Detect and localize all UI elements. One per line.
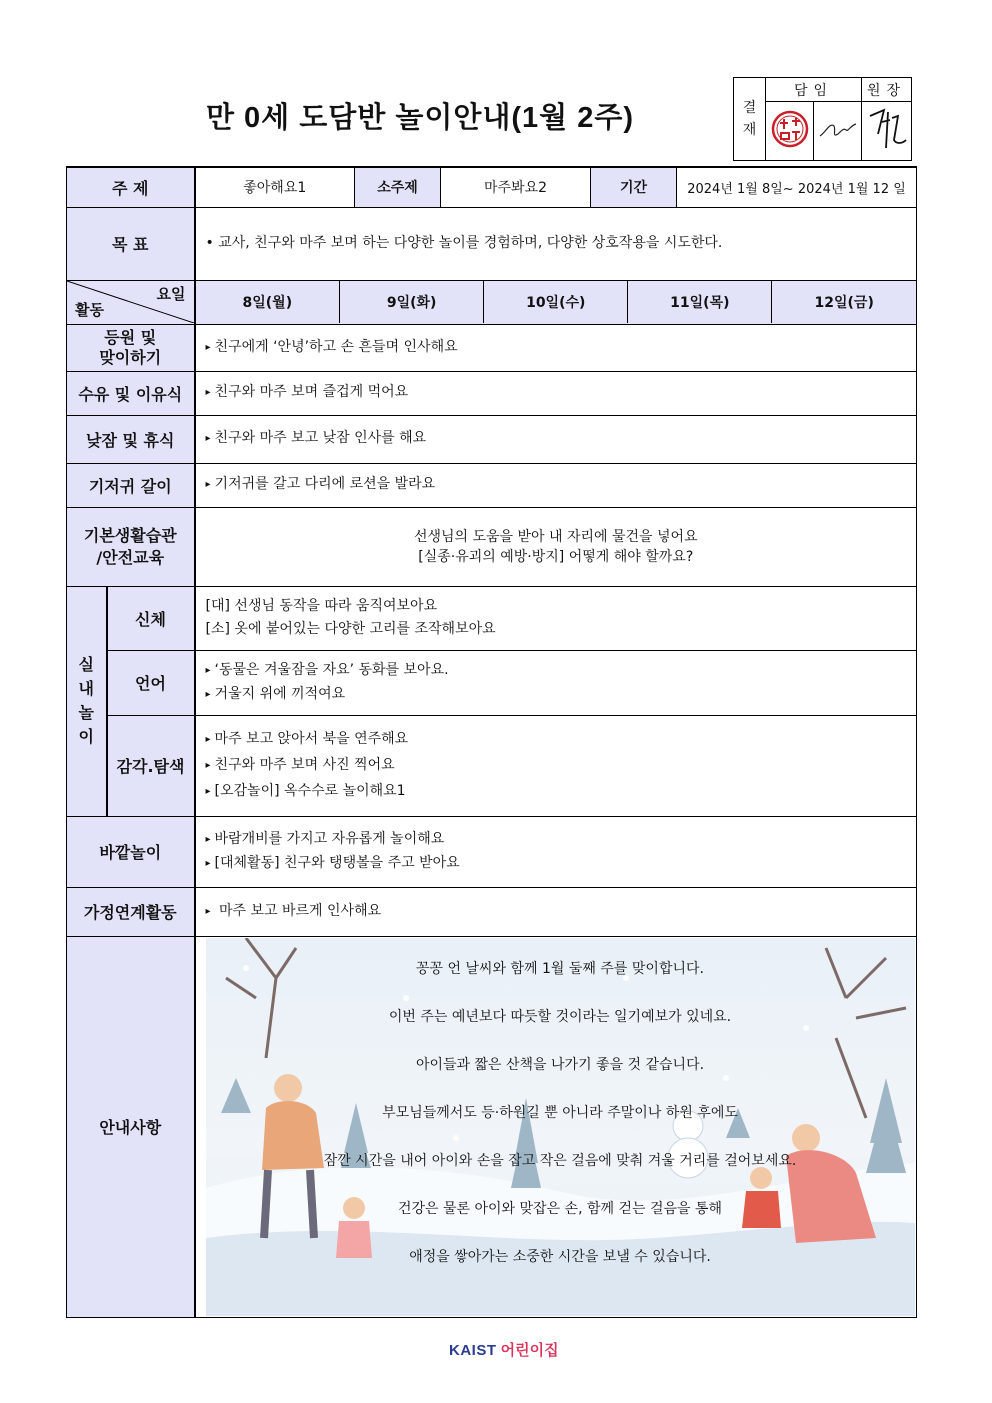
goal-text: • 교사, 친구와 마주 보며 하는 다양한 놀이를 경험하며, 다양한 상호작용을 시도한다. xyxy=(195,207,917,280)
winter-scene xyxy=(206,938,915,1316)
day-wed: 10일(수) xyxy=(484,281,628,323)
meal-row xyxy=(67,371,917,415)
theme-label: 주 제 xyxy=(67,167,195,207)
subtheme-value: 마주봐요2 xyxy=(441,167,591,207)
indoor-language-row xyxy=(67,650,917,715)
sensory-item-1: ▸ 마주 보고 앉아서 북을 연주해요 xyxy=(206,727,917,753)
goal-row xyxy=(67,207,917,280)
language-label: 언어 xyxy=(107,650,195,715)
day-fri: 12일(금) xyxy=(814,295,874,311)
notice-label: 안내사항 xyxy=(67,936,195,1317)
indoor-sensory-row xyxy=(67,715,917,816)
teacher-signature xyxy=(814,102,862,161)
diaper-row xyxy=(67,463,917,507)
outdoor-item-2: ▸ [대체활동] 친구와 탱탱볼을 주고 받아요 xyxy=(206,852,917,876)
goal-label: 목 표 xyxy=(67,207,195,280)
notice-line: 부모님들께서도 등·하원길 뿐 아니라 주말이나 하원 후에도 xyxy=(382,1104,738,1121)
sensory-item-2: ▸ 친구와 마주 보며 사진 찍어요 xyxy=(206,753,917,779)
teacher-header: 담임 xyxy=(766,78,862,102)
page-title: 만 0세 도담반 놀이안내(1월 2주) xyxy=(205,102,635,134)
outdoor-row xyxy=(67,816,917,887)
day-mon: 8일(월) xyxy=(196,281,340,323)
kaist-logo: KAIST 어린이집 xyxy=(449,1342,559,1359)
notice-line: 이번 주는 예년보다 따듯할 것이라는 일기예보가 있네요. xyxy=(388,1008,732,1025)
physical-item-2: [소] 옷에 붙어있는 다양한 고리를 조작해보아요 xyxy=(205,621,496,637)
approval-box xyxy=(733,77,912,161)
habits-row xyxy=(67,507,917,586)
nap-row xyxy=(67,415,917,463)
notice-line: 잠깐 시간을 내어 아이와 손을 잡고 작은 걸음에 맞춰 겨울 거리를 걸어보세요. xyxy=(323,1152,797,1169)
days-list xyxy=(196,281,917,323)
physical-label: 신체 xyxy=(107,586,195,650)
period-label: 기간 xyxy=(591,167,677,207)
header-row xyxy=(67,167,917,207)
days-corner xyxy=(67,280,195,324)
approval-label: 결 재 xyxy=(734,78,766,161)
days-row xyxy=(67,280,917,324)
meal-label: 수유 및 이유식 xyxy=(67,371,195,415)
habits-line-2: [실종·유괴의 예방·방지] 어떻게 해야 할까요? xyxy=(418,548,694,565)
indoor-play-label: 실 내 놀 이 xyxy=(67,586,107,816)
diaper-item: ▸ 기저귀를 갈고 다리에 로션을 발라요 xyxy=(206,473,917,497)
diaper-label: 기저귀 갈이 xyxy=(67,463,195,507)
notice-line: 건강은 물론 아이와 맞잡은 손, 함께 걷는 걸음을 통해 xyxy=(397,1200,723,1217)
notice-row xyxy=(67,936,917,1317)
day-tue: 9일(화) xyxy=(340,281,484,323)
arrival-label: 등원 및 맞이하기 xyxy=(67,324,195,371)
director-header: 원장 xyxy=(862,78,912,102)
notice-line: 애정을 쌓아가는 소중한 시간을 보낼 수 있습니다. xyxy=(409,1248,711,1265)
notice-line: 꽁꽁 언 날씨와 함께 1월 둘째 주를 맞이합니다. xyxy=(416,960,704,977)
physical-item-1: [대] 선생님 동작을 따라 움직여보아요 xyxy=(205,598,438,614)
notice-line: 아이들과 짧은 산책을 나가기 좋을 것 같습니다. xyxy=(415,1056,705,1073)
arrival-item: ▸ 친구에게 ‘안녕’하고 손 흔들며 인사해요 xyxy=(206,336,917,360)
nap-label: 낮잠 및 휴식 xyxy=(67,415,195,463)
theme-value: 좋아해요1 xyxy=(195,167,355,207)
home-label: 가정연계활동 xyxy=(67,887,195,936)
corner-activity-label: 활동 xyxy=(75,301,104,319)
subtheme-label: 소주제 xyxy=(355,167,441,207)
notice-message xyxy=(206,958,915,1294)
period-value: 2024년 1월 8일~ 2024년 1월 12 일 xyxy=(677,167,917,207)
sensory-label: 감각.탐색 xyxy=(107,715,195,816)
habits-line-1: 선생님의 도움을 받아 내 자리에 물건을 넣어요 xyxy=(413,528,698,545)
indoor-physical-row xyxy=(67,586,917,650)
sensory-item-3: ▸ [오감놀이] 옥수수로 놀이해요1 xyxy=(206,779,917,805)
nap-item: ▸ 친구와 마주 보고 낮잠 인사를 해요 xyxy=(206,427,917,451)
home-row xyxy=(67,887,917,936)
day-thu: 11일(목) xyxy=(628,281,772,323)
teacher-seal xyxy=(766,102,814,161)
director-signature xyxy=(862,102,912,161)
language-item-2: ▸ 거울지 위에 끼적여요 xyxy=(206,683,917,707)
outdoor-item-1: ▸ 바람개비를 가지고 자유롭게 놀이해요 xyxy=(206,828,917,852)
home-item: ▸ 마주 보고 바르게 인사해요 xyxy=(206,900,917,924)
habits-label: 기본생활습관 /안전교육 xyxy=(67,507,195,586)
schedule-table xyxy=(66,166,917,1318)
outdoor-label: 바깥놀이 xyxy=(67,816,195,887)
meal-item: ▸ 친구와 마주 보며 즐겁게 먹어요 xyxy=(206,381,917,405)
arrival-row xyxy=(67,324,917,371)
language-item-1: ▸ ‘동물은 겨울잠을 자요’ 동화를 보아요. xyxy=(206,659,917,683)
corner-day-label: 요일 xyxy=(156,285,186,303)
